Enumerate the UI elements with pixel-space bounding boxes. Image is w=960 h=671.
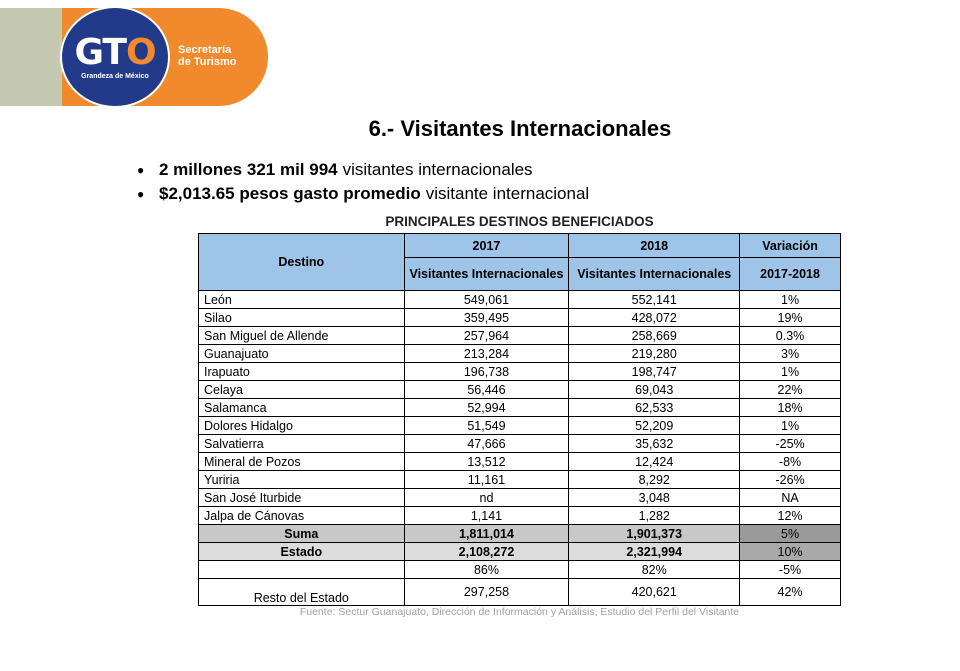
estado-2018: 2,321,994 [569, 543, 740, 561]
logo-mark: GTO [74, 31, 156, 73]
value-2017-cell: 56,446 [404, 381, 569, 399]
subheader-2018: Visitantes Internacionales [569, 258, 740, 291]
gto-logo [60, 6, 170, 108]
variacion-cell: 19% [740, 309, 841, 327]
bullet-visitors [137, 158, 589, 182]
suma-variacion: 5% [740, 525, 841, 543]
destino-cell: León [199, 291, 405, 309]
destino-cell: Mineral de Pozos [199, 453, 405, 471]
value-2017-cell: 47,666 [404, 435, 569, 453]
table-caption: PRINCIPALES DESTINOS BENEFICIADOS [385, 214, 654, 229]
secretaria-label [178, 44, 236, 68]
table-row [199, 435, 841, 453]
suma-2018: 1,901,373 [569, 525, 740, 543]
source-note: Fuente: Sectur Guanajuato, Dirección de Información y Análisis, Estudio del Perfil del Visitante [299, 606, 740, 618]
logo-tagline: Grandeza de México [81, 72, 149, 80]
variacion-cell: -8% [740, 453, 841, 471]
table-row [199, 417, 841, 435]
table-row [199, 363, 841, 381]
destino-cell: Yuriria [199, 471, 405, 489]
destino-cell: San José Iturbide [199, 489, 405, 507]
pct-variacion: -5% [740, 561, 841, 579]
secretaria-line2: de Turismo [178, 56, 237, 68]
table-row-percentage [199, 561, 841, 579]
destino-cell: Silao [199, 309, 405, 327]
destinations-table [198, 233, 841, 606]
destino-cell: Celaya [199, 381, 405, 399]
table-row [199, 291, 841, 309]
value-2018-cell: 3,048 [569, 489, 740, 507]
table-row [199, 399, 841, 417]
bullet-visitors-text: visitantes internacionales [342, 160, 533, 179]
summary-bullets [137, 158, 589, 206]
table-row-suma [199, 525, 841, 543]
destino-cell: Salamanca [199, 399, 405, 417]
resto-2017: 297,258 [404, 579, 569, 606]
variacion-cell: 3% [740, 345, 841, 363]
table-row [199, 327, 841, 345]
subheader-2017: Visitantes Internacionales [404, 258, 569, 291]
bullet-spending-text: visitante internacional [425, 184, 590, 203]
page-title: 6.- Visitantes Internacionales [368, 116, 672, 141]
variacion-cell: NA [740, 489, 841, 507]
pct-2018: 82% [569, 561, 740, 579]
destino-cell: Irapuato [199, 363, 405, 381]
resto-variacion: 42% [740, 579, 841, 606]
header-variacion: Variación [740, 234, 841, 258]
value-2018-cell: 12,424 [569, 453, 740, 471]
bullet-icon: ● [137, 163, 145, 177]
destino-cell: Guanajuato [199, 345, 405, 363]
value-2018-cell: 428,072 [569, 309, 740, 327]
variacion-cell: -25% [740, 435, 841, 453]
variacion-cell: 22% [740, 381, 841, 399]
value-2017-cell: 13,512 [404, 453, 569, 471]
pct-label [199, 561, 405, 579]
value-2018-cell: 219,280 [569, 345, 740, 363]
value-2017-cell: 213,284 [404, 345, 569, 363]
value-2018-cell: 552,141 [569, 291, 740, 309]
pct-2017: 86% [404, 561, 569, 579]
header-2017: 2017 [404, 234, 569, 258]
value-2018-cell: 52,209 [569, 417, 740, 435]
value-2018-cell: 69,043 [569, 381, 740, 399]
estado-2017: 2,108,272 [404, 543, 569, 561]
value-2017-cell: 11,161 [404, 471, 569, 489]
resto-2018: 420,621 [569, 579, 740, 606]
value-2017-cell: 52,994 [404, 399, 569, 417]
table-row [199, 507, 841, 525]
bullet-spending-bold: $2,013.65 pesos gasto promedio [159, 184, 421, 203]
table-row-estado [199, 543, 841, 561]
value-2017-cell: 359,495 [404, 309, 569, 327]
secretaria-line1: Secretaría [178, 44, 232, 56]
variacion-cell: -26% [740, 471, 841, 489]
value-2018-cell: 198,747 [569, 363, 740, 381]
table-row [199, 345, 841, 363]
value-2018-cell: 35,632 [569, 435, 740, 453]
variacion-cell: 18% [740, 399, 841, 417]
header-band [0, 0, 960, 108]
value-2017-cell: 549,061 [404, 291, 569, 309]
value-2017-cell: 1,141 [404, 507, 569, 525]
table-row [199, 309, 841, 327]
table-row [199, 381, 841, 399]
suma-label: Suma [199, 525, 405, 543]
bullet-visitors-bold: 2 millones 321 mil 994 [159, 160, 338, 179]
subheader-variacion: 2017-2018 [740, 258, 841, 291]
variacion-cell: 1% [740, 291, 841, 309]
variacion-cell: 12% [740, 507, 841, 525]
destino-cell: Jalpa de Cánovas [199, 507, 405, 525]
destino-cell: Dolores Hidalgo [199, 417, 405, 435]
value-2018-cell: 62,533 [569, 399, 740, 417]
value-2018-cell: 258,669 [569, 327, 740, 345]
suma-2017: 1,811,014 [404, 525, 569, 543]
variacion-cell: 0.3% [740, 327, 841, 345]
bullet-spending [137, 182, 589, 206]
estado-label: Estado [199, 543, 405, 561]
destino-cell: San Miguel de Allende [199, 327, 405, 345]
destino-cell: Salvatierra [199, 435, 405, 453]
value-2017-cell: 196,738 [404, 363, 569, 381]
value-2017-cell: 51,549 [404, 417, 569, 435]
value-2018-cell: 8,292 [569, 471, 740, 489]
table-row-resto [199, 579, 841, 606]
value-2018-cell: 1,282 [569, 507, 740, 525]
value-2017-cell: 257,964 [404, 327, 569, 345]
table-row [199, 489, 841, 507]
bullet-icon: ● [137, 187, 145, 201]
variacion-cell: 1% [740, 363, 841, 381]
table-row [199, 471, 841, 489]
resto-label: Resto del Estado [199, 579, 405, 606]
table-row [199, 453, 841, 471]
header-2018: 2018 [569, 234, 740, 258]
value-2017-cell: nd [404, 489, 569, 507]
header-destino: Destino [199, 234, 405, 291]
variacion-cell: 1% [740, 417, 841, 435]
estado-variacion: 10% [740, 543, 841, 561]
